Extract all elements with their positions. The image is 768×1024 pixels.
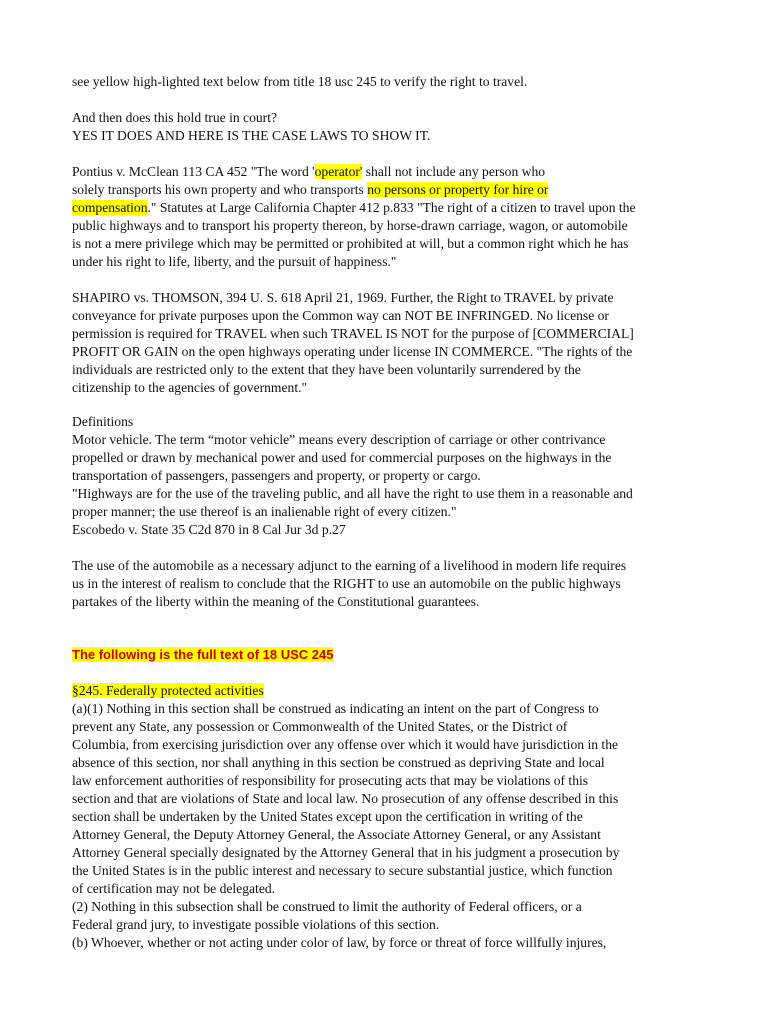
- intro-question: And then does this hold true in court? YES IT DOES AND HERE IS THE CASE LAWS TO SHOW IT.: [72, 110, 431, 143]
- statute-line: (2) Nothing in this subsection shall be construed to limit the authority of Federal officers, or a: [72, 899, 582, 914]
- statute-heading: §245. Federally protected activities: [72, 683, 264, 698]
- automobile-paragraph: The use of the automobile as a necessary adjunct to the earning of a livelihood in modern life requires us in the interest of realism to conclude that the RIGHT to use an automobile on the public highways partakes of the liberty within the meaning of the Constitutional guarantees.: [72, 558, 627, 609]
- statute-line: Attorney General specially designated by the Attorney General that in his judgment a prosecution by: [72, 845, 620, 860]
- statute-line: (b) Whoever, whether or not acting under color of law, by force or threat of force willfully injures,: [72, 935, 607, 950]
- definitions-paragraph: Definitions Motor vehicle. The term “motor vehicle” means every description of carriage or other contrivance propelled or drawn by mechanical power and used for commercial purposes on the highways in the transportation of passengers, passengers and property, or property or cargo. "Highways are for the use of the traveling public, and all have the right to use them in a reasonable and proper manner; the use thereof is an inalienable right of every citizen." Escobedo v. State 35 C2d 870 in 8 Cal Jur 3d p.27: [72, 414, 633, 537]
- statute-line: Federal grand jury, to investigate possible violations of this section.: [72, 917, 440, 932]
- statute-line: law enforcement authorities of responsibility for prosecuting acts that may be violations of this: [72, 773, 589, 788]
- statute-line: the United States is in the public interest and necessary to secure substantial justice, which function: [72, 863, 613, 878]
- intro-line: see yellow high-lighted text below from title 18 usc 245 to verify the right to travel.: [72, 74, 528, 89]
- statute-line: (a)(1) Nothing in this section shall be construed as indicating an intent on the part of Congress to: [72, 701, 599, 716]
- shapiro-paragraph: SHAPIRO vs. THOMSON, 394 U. S. 618 April 21, 1969. Further, the Right to TRAVEL by private conveyance for private purposes upon the Common way can NOT BE INFRINGED. No license or permission is required for TRAVEL when such TRAVEL IS NOT for the purpose of [COMMERCIAL] PROFIT OR GAIN on the open highways operating under license IN COMMERCE. "The rights of the individuals are restricted only to the extent that they have been voluntarily surrendered by the citizenship to the agencies of government.": [72, 290, 634, 395]
- statute-line: Attorney General, the Deputy Attorney General, the Associate Attorney General, or any Assistant: [72, 827, 601, 842]
- highlight-no-persons: no persons or property for hire or: [367, 182, 549, 197]
- statute-line: section shall be undertaken by the United States except upon the certification in writing of the: [72, 809, 583, 824]
- statute-line: prevent any State, any possession or Commonwealth of the United States, or the District of: [72, 719, 568, 734]
- statute-line: of certification may not be delegated.: [72, 881, 276, 896]
- full-text-heading-label: The following is the full text of 18 USC 245: [72, 647, 334, 662]
- pontius-paragraph: Pontius v. McClean 113 CA 452 "The word 'operator' shall not include any person who solely transports his own property and who transports no persons or property for hire or compensation." Statutes at Large California Chapter 412 p.833 "The right of a citizen to travel upon the public highways and to transport his property thereon, by horse-drawn carriage, wagon, or automobile is not a mere privilege which may be permitted or prohibited at will, but a common right which he has under his right to life, liberty, and the pursuit of happiness.": [72, 163, 712, 271]
- pontius-line-1: Pontius v. McClean 113 CA 452 "The word 'operator' shall not include any person who: [72, 164, 546, 179]
- statute-section: [72, 682, 712, 952]
- highlight-compensation: compensation: [72, 200, 148, 215]
- highlight-operator: operator': [314, 164, 363, 179]
- statute-line: Columbia, from exercising jurisdiction over any offense over which it would have jurisdiction in the: [72, 737, 619, 752]
- pontius-line-3: compensation." Statutes at Large California Chapter 412 p.833 "The right of a citizen to travel upon the: [72, 200, 636, 215]
- statute-line: section and that are violations of State and local law. No prosecution of any offense described in this: [72, 791, 619, 806]
- full-text-heading: [72, 646, 712, 664]
- pontius-line-2: solely transports his own property and who transports no persons or property for hire or: [72, 182, 549, 197]
- statute-line: absence of this section, nor shall anything in this section be construed as depriving State and local: [72, 755, 605, 770]
